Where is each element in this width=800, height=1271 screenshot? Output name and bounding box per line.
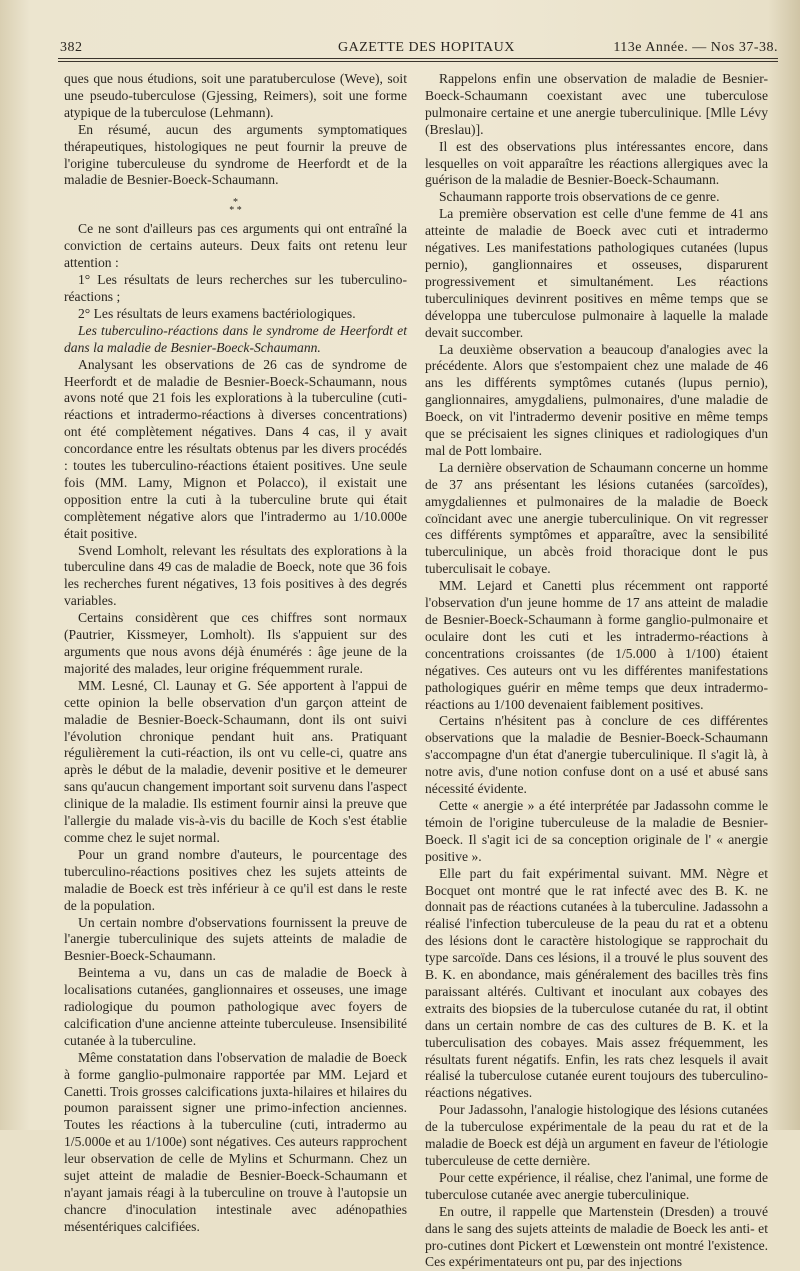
paragraph: En résumé, aucun des arguments symptomatiques thérapeutiques, histologiques ne peut fournir la preuve de l'origine tuberculeuse du syndrome de Heerfordt et de la maladie de Besnier-Boeck-Schaumann. bbox=[64, 121, 407, 188]
paragraph: Un certain nombre d'observations fournissent la preuve de l'anergie tuberculinique des sujets atteints de maladie de Besnier-Boeck-Schaumann. bbox=[64, 914, 407, 964]
paragraph: Cette « anergie » a été interprétée par Jadassohn comme le témoin de l'origine tuberculeuse de la maladie de Besnier-Boeck. Il s'agit ici de sa conception originale de l' « anergie positive ». bbox=[425, 797, 768, 864]
paragraph: Analysant les observations de 26 cas de syndrome de Heerfordt et de maladie de Besnier-Boeck-Schaumann, nous avons noté que 21 fois les explorations à la tuberculine (cuti-réactions et intradermo-réactions à diverses concentrations) ont été complètement négatives. Dans 4 cas, il y avait concordance entre les résultats obtenus par les divers procédés : toutes les tuberculino-réactions étaient positives. Une seule fois (MM. Lamy, Mignon et Polacco), il existait une opposition entre la cuti à la tuberculine brute qui était complètement négative alors que l'intradermo au 1/10.000e était positive. bbox=[64, 356, 407, 541]
paragraph: 1° Les résultats de leurs recherches sur les tuberculino-réactions ; bbox=[64, 272, 407, 304]
paragraph: MM. Lejard et Canetti plus récemment ont rapporté l'observation d'un jeune homme de 17 ans atteint de maladie de Besnier-Boeck-Schaumann à forme ganglio-pulmonaire et oculaire dont les cuti et les intradermo-réactions à concentrations croissantes (de 1/5.000 à 1/100) étaient négatives. Ces auteurs ont vu les différentes manifestations pathologiques guérir en même temps que deux intradermo-réactions au 1/100 devenaient faiblement positives. bbox=[425, 578, 768, 712]
paragraph: Beintema a vu, dans un cas de maladie de Boeck à localisations cutanées, ganglionnaires et osseuses, une image radiologique du poumon pathologique avec foyers de calcification d'une ancienne atteinte tuberculeuse. Insensibilité cutanée à la tuberculine. bbox=[64, 965, 407, 1048]
header-rule bbox=[58, 61, 778, 62]
paragraph: Il est des observations plus intéressantes encore, dans lesquelles on voit apparaître les réactions allergiques avec la guérison de la maladie de Besnier-Boeck-Schaumann. bbox=[425, 138, 768, 188]
paragraph: Elle part du fait expérimental suivant. MM. Nègre et Bocquet ont montré que le rat infecté avec des B. K. ne donnait pas de réactions cutanées à la tuberculine. Jadassohn a réalisé l'infection tuberculeuse de la peau du rat et a obtenu des lésions dont le caractère histologique se rapprochait du type sarcoïde. Dans ces lésions, il a trouvé le plus souvent des B. K. en abondance, mais généralement des bacilles très fins paraissant altérés. Cultivant et inoculant aux cobayes des extraits des biopsies de la tuberculose cutanée du rat, il obtint dans un certain nombre de cas des cultures de B. K. et la tuberculisation des cobayes. Mais assez fréquemment, les résultats furent négatifs. Enfin, les rats chez lesquels il avait réalisé la tuberculose cutanée eurent toujours des tuberculino-réactions négatives. bbox=[425, 865, 768, 1101]
page-number: 382 bbox=[60, 40, 83, 55]
issue-info: 113e Année. — Nos 37-38. bbox=[613, 40, 778, 55]
paragraph: Rappelons enfin une observation de maladie de Besnier-Boeck-Schaumann coexistant avec une tuberculose pulmonaire certaine et une anergie tuberculinique. [Mlle Lévy (Breslau)]. bbox=[425, 71, 768, 137]
paragraph: La première observation est celle d'une femme de 41 ans atteinte de maladie de Boeck avec cuti et intradermo négatives. Les manifestations pathologiques cutanées (lupus pernio), ganglionnaires et osseuses, disparurent progressivement et simultanément. Les réactions tuberculiniques devinrent positives en même temps que se développa une tuberculose pulmonaire à laquelle la malade devait succomber. bbox=[425, 206, 768, 340]
paragraph: En outre, il rappelle que Martenstein (Dresden) a trouvé dans le sang des sujets atteints de maladie de Boeck les anti- et pro-cutines dont Pickert et Lœwenstein ont montré l'existence. Ces expérimentateurs ont pu, par des injections bbox=[425, 1203, 768, 1270]
section-heading: Les tuberculino-réactions dans le syndrome de Heerfordt et dans la maladie de Besnier-Boeck-Schaumann. bbox=[64, 322, 407, 355]
paragraph: Pour cette expérience, il réalise, chez l'animal, une forme de tuberculose cutanée avec anergie tuberculinique. bbox=[425, 1169, 768, 1202]
paragraph: ques que nous étudions, soit une paratuberculose (Weve), soit une pseudo-tuberculose (Gjessing, Reimers), soit une forme atypique de la tuberculose (Lehmann). bbox=[64, 71, 407, 120]
page-header bbox=[58, 34, 778, 60]
paragraph: Pour un grand nombre d'auteurs, le pourcentage des tuberculino-réactions positives chez les sujets atteints de maladie de Boeck est très inférieur à ce qu'il est dans le reste de la population. bbox=[64, 846, 407, 913]
paragraph: Certains n'hésitent pas à conclure de ces différentes observations que la maladie de Besnier-Boeck-Schaumann s'accompagne d'un état d'anergie tuberculinique. Il s'agit là, à notre avis, d'une notion confuse dont on a usé et abusé sans nécessité évidente. bbox=[425, 713, 768, 797]
header-rule bbox=[58, 58, 778, 59]
paragraph: La deuxième observation a beaucoup d'analogies avec la précédente. Alors que s'estompaient chez une malade de 46 ans les différents symptômes cutanés (lupus pernio), ganglionnaires, amygdaliens, pulmonaires, d'une maladie de Boeck, on vit l'intradermo devenir positive en même temps que se précisaient les signes cliniques et radiologiques d'un mal de Pott lombaire. bbox=[425, 341, 768, 458]
paragraph: La dernière observation de Schaumann concerne un homme de 37 ans présentant les lésions cutanées (sarcoïdes), amygdaliennes et pulmonaires de la maladie de Boeck coïncidant avec une anergie tuberculinique. On vit regresser ces différents symptômes et apparaître, avec la sensibilité tuberculinique, un abcès froid thoracique dont le pus tuberculisait le cobaye. bbox=[425, 459, 768, 577]
paragraph: Ce ne sont d'ailleurs pas ces arguments qui ont entraîné la conviction de certains auteurs. Deux faits ont retenu leur attention : bbox=[64, 221, 407, 271]
right-column bbox=[425, 71, 768, 1271]
paragraph: Certains considèrent que ces chiffres sont normaux (Pautrier, Kissmeyer, Lomholt). Ils s'appuient sur des arguments que nous avons déjà énumérés : âge jeune de la majorité des malades, leur origine fréquemment rurale. bbox=[64, 610, 407, 676]
section-asterisks: * * * bbox=[229, 197, 242, 217]
paragraph: 2° Les résultats de leurs examens bactériologiques. bbox=[78, 305, 356, 321]
paragraph: Schaumann rapporte trois observations de ce genre. bbox=[439, 189, 720, 205]
paragraph: Svend Lomholt, relevant les résultats des explorations à la tuberculine dans 49 cas de maladie de Boeck, note que 36 fois les recherches furent négatives, 13 fois positives à des degrés variables. bbox=[64, 542, 407, 609]
paragraph: MM. Lesné, Cl. Launay et G. Sée apportent à l'appui de cette opinion la belle observation d'un garçon atteint de maladie de Besnier-Boeck-Schaumann, dont ils ont suivi l'évolution chronique pendant huit ans. Pratiquant régulièrement la cuti-réaction, ils ont vu celle-ci, quatre ans après le début de la maladie, devenir positive et le demeurer sans qu'aucun changement important soit survenu dans l'aspect clinique de la maladie. Ils estiment fournir ainsi la preuve que l'allergie du malade vis-à-vis du bacille de Koch s'est établie comme chez le sujet normal. bbox=[64, 677, 407, 845]
journal-title: GAZETTE DES HOPITAUX bbox=[338, 40, 515, 55]
paragraph: Pour Jadassohn, l'analogie histologique des lésions cutanées de la tuberculose expérimentale de la peau du rat et de la maladie de Boeck est déjà un argument en faveur de l'étiologie tuberculeuse de cette dernière. bbox=[425, 1102, 768, 1168]
left-column bbox=[64, 71, 407, 1236]
paragraph: Même constatation dans l'observation de maladie de Boeck à forme ganglio-pulmonaire rapportée par MM. Lejard et Canetti. Trois grosses calcifications juxta-hilaires et hilaires du poumon paraissent signer une primo-infection anciennes. Toutes les réactions à la tuberculine (cuti, intradermo au 1/5.000e et au 1/100e) sont négatives. Ces auteurs rapprochent leur observation de celle de Mylins et Schurmann. Chez un sujet atteint de maladie de Besnier-Boeck-Schaumann et n'ayant jamais réagi à la tuberculine on trouve à l'autopsie un chancre d'inoculation intestinale avec adénopathies mésentériques calcifiées. bbox=[64, 1049, 407, 1234]
